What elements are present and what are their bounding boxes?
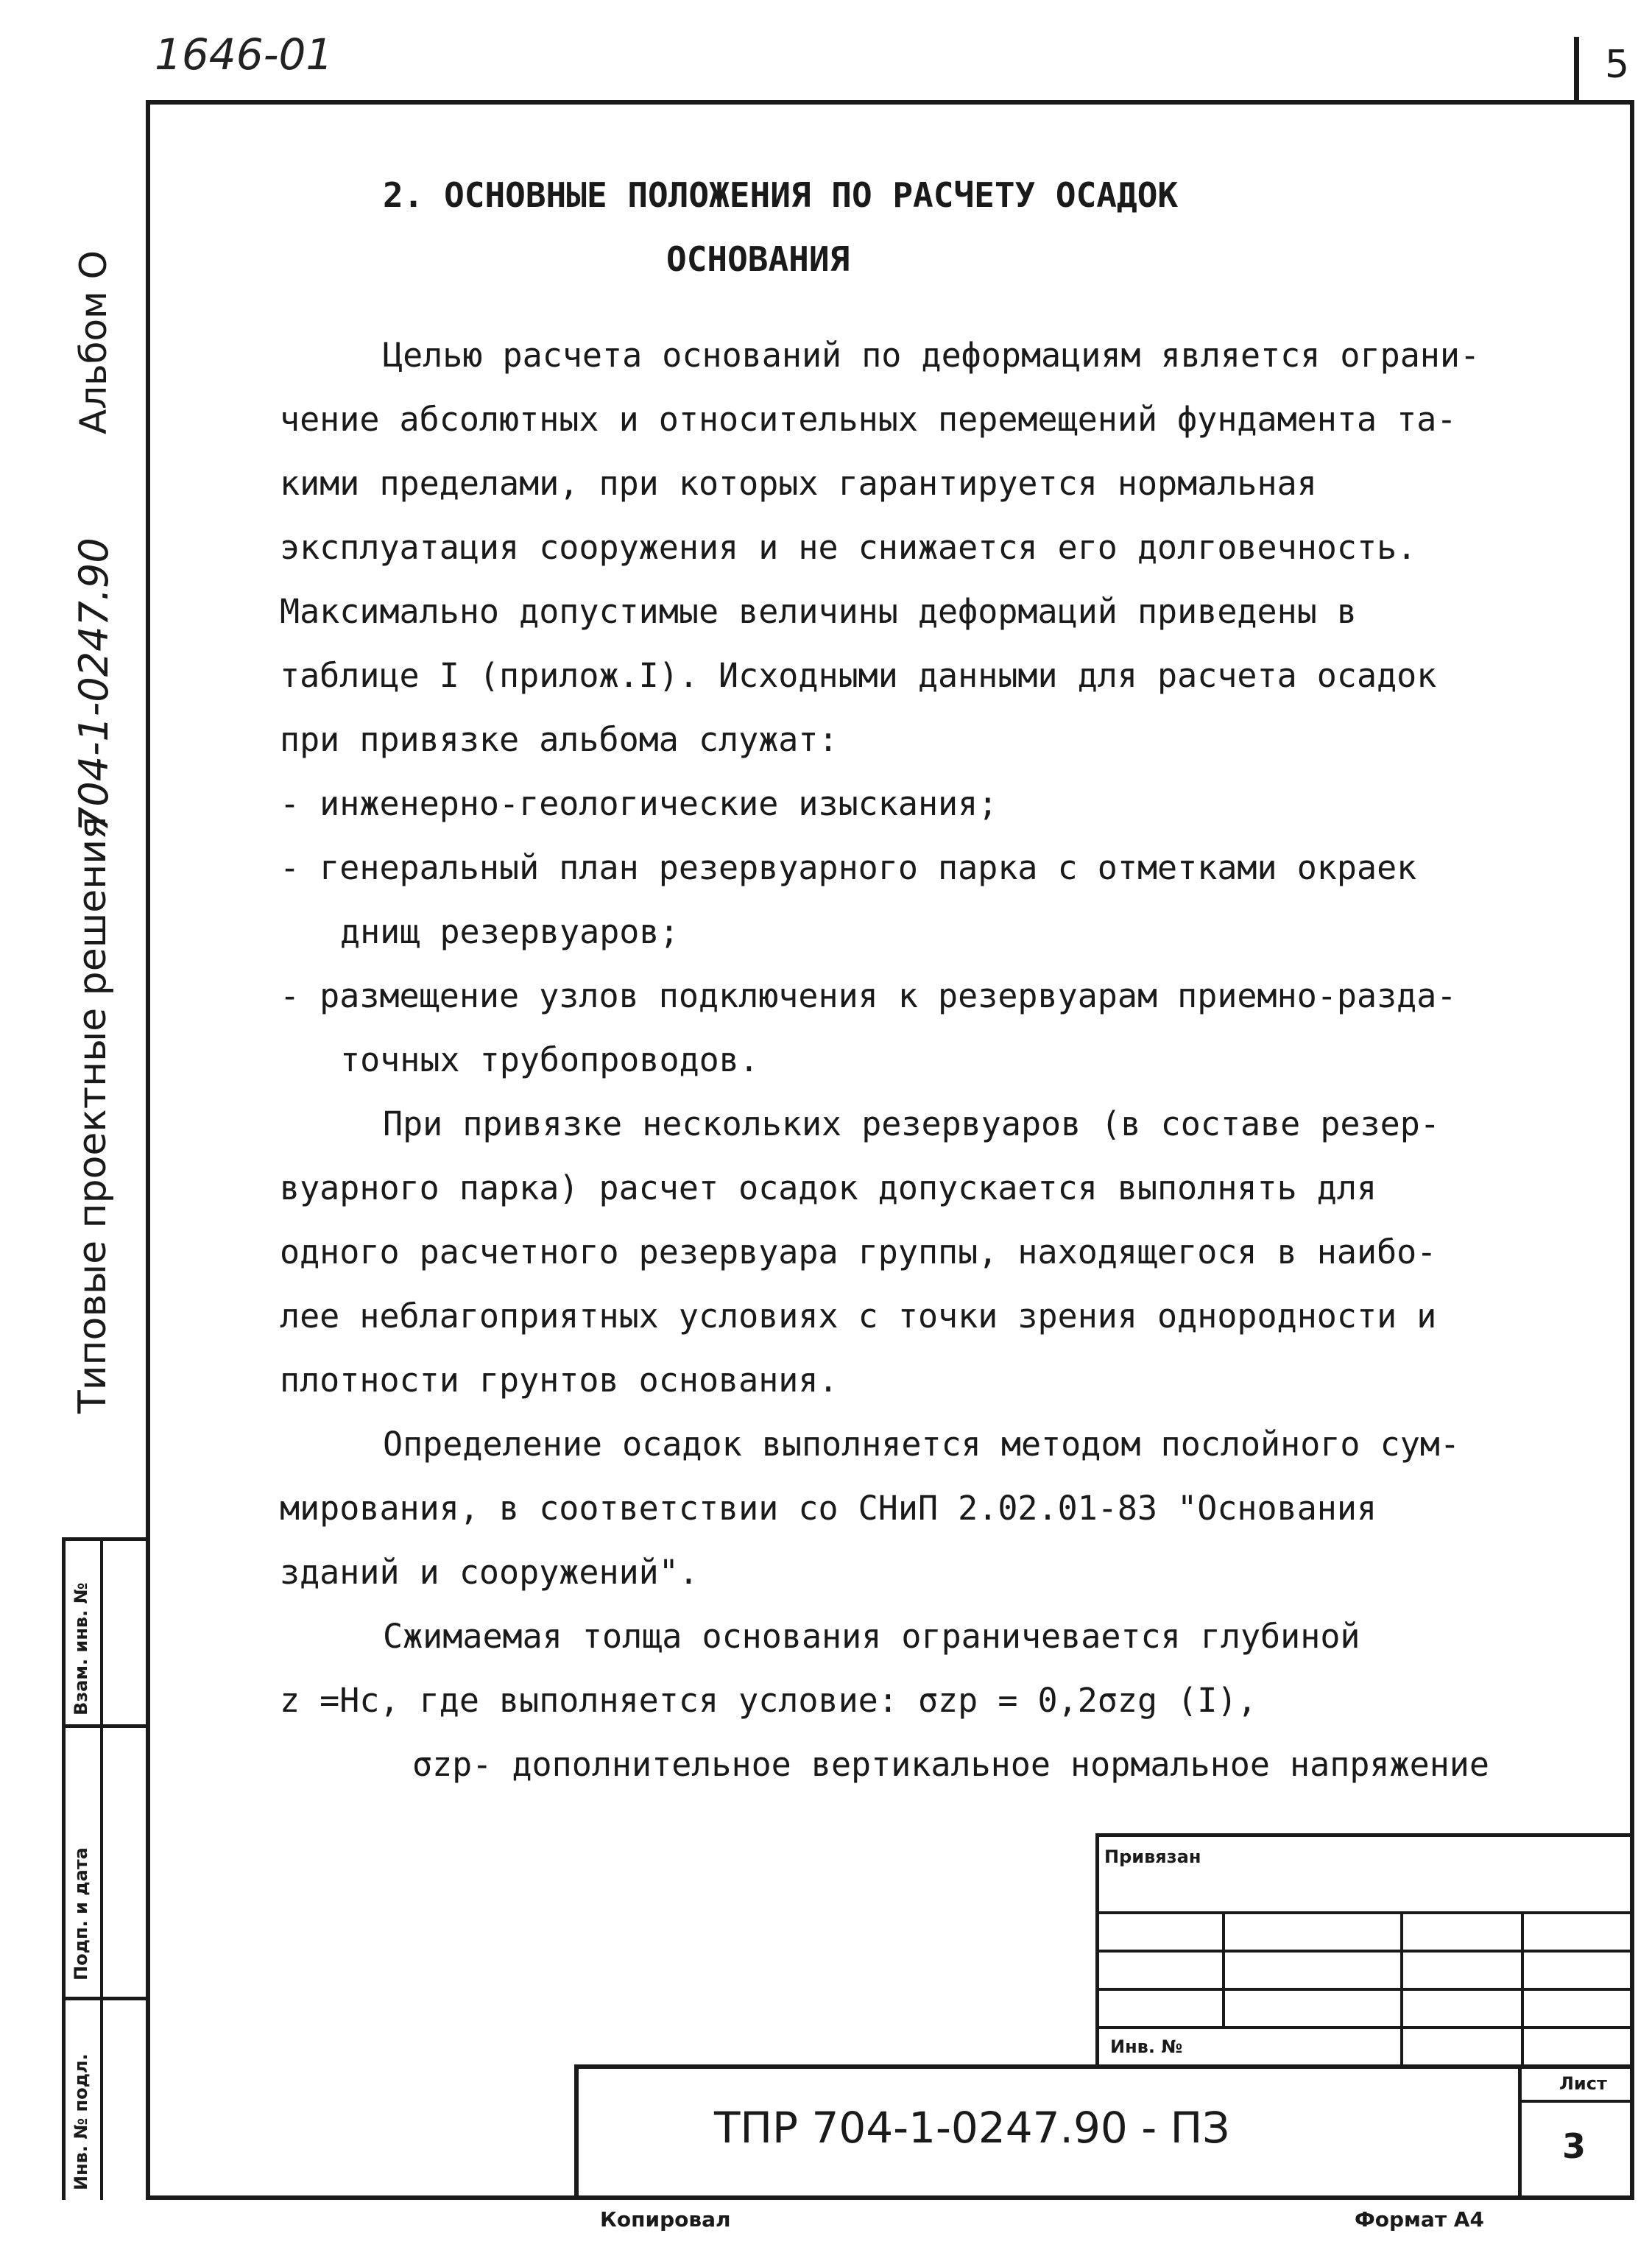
stamp-col1: [1222, 1911, 1225, 2029]
body-line: кими пределами, при которых гарантируется нормальная: [280, 464, 1317, 503]
stamp-row3: [1097, 1988, 1634, 1991]
body-line: зданий и сооружений".: [280, 1553, 699, 1592]
corner-note: 1646-01: [155, 29, 333, 80]
stamp-grid-top: [1097, 1833, 1634, 1837]
side-label-series: 704-1-0247.90: [71, 537, 117, 832]
body-line: точных трубопроводов.: [340, 1040, 759, 1079]
side-stamp-left: [62, 1539, 66, 2200]
stamp-privyazan: Привязан: [1104, 1846, 1201, 1867]
body-line: При привязке нескольких резервуаров (в составе резер-: [383, 1104, 1440, 1143]
stamp-col3: [1521, 1911, 1524, 2067]
body-line: z =Hc, где выполняется условие: σzp = 0,2σzg (I),: [280, 1681, 1257, 1720]
frame-left: [146, 100, 150, 2200]
sheet-col: [1518, 2064, 1522, 2200]
sheet-label: Лист: [1559, 2073, 1607, 2094]
body-line: - размещение узлов подключения к резервуарам приемно-разда-: [280, 976, 1457, 1015]
side-stamp-vzam-inv: Взам. инв. №: [71, 1582, 91, 1715]
side-stamp-top: [62, 1537, 149, 1541]
page-number: 5: [1605, 43, 1630, 87]
body-line: лее неблагоприятных условиях с точки зрения однородности и: [280, 1297, 1437, 1336]
stamp-row4: [1097, 2026, 1634, 2029]
side-stamp-div1: [62, 1724, 149, 1728]
body-line: Целью расчета оснований по деформациям является ограни-: [383, 336, 1480, 375]
body-line: Максимально допустимые величины деформаций приведены в: [280, 592, 1357, 631]
side-stamp-inv-podl: Инв. № подл.: [71, 2053, 91, 2190]
stamp-row2: [1097, 1950, 1634, 1953]
title-box-left: [574, 2064, 579, 2200]
sheet-divider: [1518, 2100, 1634, 2103]
body-line: при привязке альбома служат:: [280, 720, 839, 759]
body-line: мирования, в соответствии со СНиП 2.02.01-83 "Основания: [280, 1489, 1377, 1528]
body-line: чение абсолютных и относительных перемещений фундамента та-: [280, 400, 1457, 439]
side-label-album: Альбом О: [72, 250, 115, 434]
body-line: Определение осадок выполняется методом послойного сум-: [383, 1425, 1460, 1464]
side-stamp-mid: [100, 1539, 103, 2200]
body-line: одного расчетного резервуара группы, находящегося в наибо-: [280, 1232, 1437, 1271]
body-line: плотности грунтов основания.: [280, 1361, 839, 1400]
body-line: таблице I (прилож.I). Исходными данными для расчета осадок: [280, 656, 1437, 695]
frame-right: [1630, 100, 1634, 2200]
stamp-col2: [1400, 1911, 1403, 2067]
side-label-prefix: Типовые проектные решения: [71, 816, 115, 1414]
body-line: - инженерно-геологические изыскания;: [280, 784, 998, 823]
stamp-inv-no: Инв. №: [1110, 2036, 1183, 2057]
sheet-number: 3: [1562, 2126, 1586, 2166]
footer-copied: Копировал: [600, 2207, 731, 2232]
side-stamp-div2: [62, 1997, 149, 2000]
body-line: Сжимаемая толща основания ограничевается глубиной: [383, 1617, 1360, 1656]
document-code: ТПР 704-1-0247.90 - ПЗ: [714, 2103, 1230, 2153]
side-stamp-podp-data: Подп. и дата: [71, 1847, 91, 1980]
body-line: вуарного парка) расчет осадок допускается выполнять для: [280, 1168, 1377, 1207]
body-line: - генеральный план резервуарного парка с отметками окраек: [280, 848, 1417, 887]
frame-bottom: [146, 2195, 1634, 2200]
page-number-divider: [1574, 37, 1579, 103]
body-line: σzp- дополнительное вертикальное нормальное напряжение: [412, 1745, 1489, 1784]
stamp-row1: [1097, 1911, 1634, 1914]
body-line: эксплуатация сооружения и не снижается его долговечность.: [280, 528, 1417, 567]
section-heading-line2: ОСНОВАНИЯ: [666, 239, 850, 279]
body-line: днищ резервуаров;: [340, 912, 679, 951]
footer-format: Формат А4: [1355, 2207, 1484, 2232]
title-box-top: [576, 2064, 1634, 2069]
section-heading-line1: 2. ОСНОВНЫЕ ПОЛОЖЕНИЯ ПО РАСЧЕТУ ОСАДОК: [383, 175, 1179, 215]
frame-top: [147, 100, 1634, 105]
